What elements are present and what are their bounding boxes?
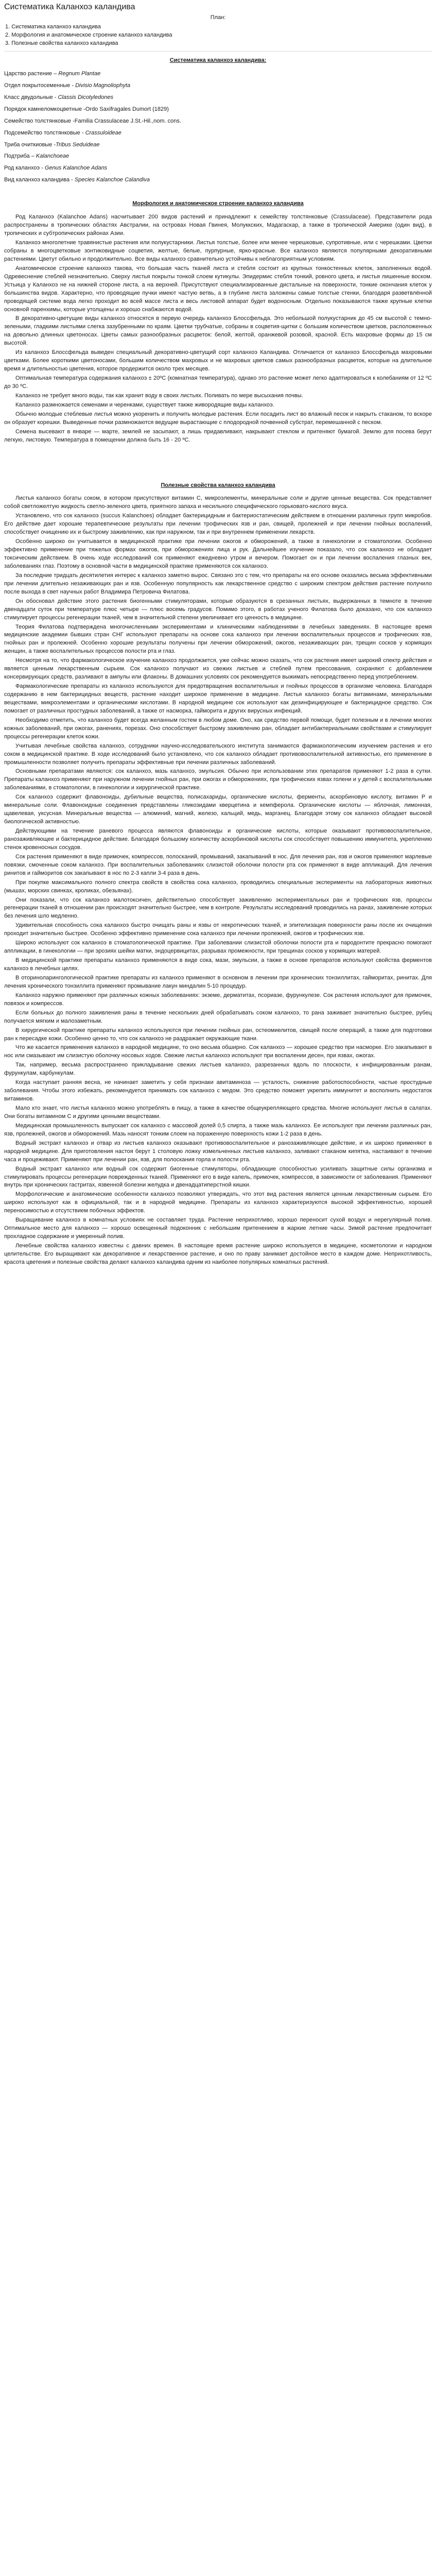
- paragraph: Выращивание каланхоэ в комнатных условиях не составляет труда. Растение неприхотливо, хорошо переносит сухой воздух и нерегулярный полив. Оптимальное место для каланхоэ — хорошо освещенный подоконник с небольшим притенением в жаркие летние часы. Зимой растение предпочитает прохладное содержание и умеренный полив.: [4, 1217, 432, 1240]
- taxonomy-latin-name: Divisio Magnoliophyta: [75, 82, 131, 89]
- paragraph: Когда наступает ранняя весна, не начинает заметить у себя признаки авитаминоза — усталость, снижение работоспособности, частые простудные заболевания. Чтобы этого избежать, рекомендуется принимать сок каланхоэ с медом. Это средство поможет укрепить иммунитет и восполнить недостаток витаминов.: [4, 1079, 432, 1103]
- paragraph: Водный экстракт каланхоэ или водный сок содержит биогенные стимуляторы, обладающие способностью усиливать защитные силы организма и стимулировать процессы регенерации поврежденных тканей. Применяют его в виде капель, примочек, компрессов, в зависимости от заболевания. Применяют внутрь при хронических гастритах, язвенной болезни желудка и двенадцатиперстной кишки.: [4, 1165, 432, 1189]
- taxonomy-label: Класс двудольные -: [4, 94, 57, 100]
- plan-item: 3. Полезные свойства каланхоэ каландива: [5, 40, 118, 46]
- paragraph: За последние тридцать десятилетия интерес к каланхоэ заметно вырос. Связано это с тем, что препараты на его основе оказались весьма эффективными при лечении длительно незаживающих ран и язв. Особенную популярность как лекарственное средство с широким спектром действия растение получило после выхода в свет научных работ Владимира Петровича Филатова.: [4, 572, 432, 595]
- taxonomy-row: [4, 106, 432, 114]
- paragraph: Учитывая лечебные свойства каланхоэ, сотрудники научно-исследовательского института занимаются фармакологическим изучением растения и его соком в медицинской практике. В ходе исследований было установлено, что сок каланхоэ обладает противовоспалительной активностью, его применение в промышленности позволяет получить препараты эффективные при лечении различных заболеваний.: [4, 742, 432, 766]
- paragraph: Теория Филатова подтверждена многочисленными экспериментами и клиническими наблюдениями в лечебных заведениях. В настоящее время медицинские академии бывших стран СНГ используют препараты на основе сока каланхоэ при лечении воспалительных процессов и трофических язв, гнойных ран и пролежней. Особенно хорошие результаты получены при лечении обморожений, ожогов, незаживающих ран, трещин сосков у кормящих женщин, а также воспалительных процессов полости рта и глаз.: [4, 623, 432, 655]
- taxonomy-row: [4, 70, 432, 78]
- paragraph: Морфологические и анатомические особенности каланхоэ позволяют утверждать, что этот вид растения является ценным лекарственным сырьем. Его широко используют как в официальной, так и в народной медицине. Препараты из каланхоэ характеризуются высокой эффективностью, хорошей переносимостью и отсутствием побочных эффектов.: [4, 1191, 432, 1214]
- divider: [4, 51, 432, 52]
- paragraph: Обычно молодые стеблевые листья можно укоренить и получить молодые растения. Если посадить лист во влажный песок и накрыть стаканом, то вскоре он образует корешки. Выведенные почки размножаются ведущие вырастающие с плодородной почвенной субстрат, перемешанной с песком.: [4, 411, 432, 426]
- taxonomy-label: Вид каланхоэ каландива -: [4, 177, 73, 183]
- plan-item: 2. Морфология и анатомическое строение каланхоэ каландива: [5, 32, 172, 39]
- paragraph: Установлено, что сок каланхоэ (succus Kalanchoes) обладает бактерицидным и бактериостатическим действием в отношении различных групп микробов. Его действие дает хорошие терапевтические результаты при лечении трофических язв и ран, свищей, пролежней и при лечении гнойных воспалений, способствует очищению их и быстрому заживлению, как при наружном, так и при внутреннем применении лекарств.: [4, 513, 432, 536]
- taxonomy-row: [4, 164, 432, 173]
- paragraph: Каланхоэ наружно применяют при различных кожных заболеваниях: экземе, дерматитах, псориазе, фурункулезе. Сок растения используют для примочек, повязок и компрессов.: [4, 992, 432, 1007]
- paragraph: Несмотря на то, что фармакологическое изучение каланхоэ продолжается, уже сейчас можно сказать, что сок растения имеет широкий спектр действия и является ценным лекарственным сырьем. Сок каланхоэ получают из свежих листьев и стеблей путем прессования, сохраняют с добавлением консервирующих средств, разливают в ампулы или флаконы. В домашних условиях сок рекомендуется выжимать непосредственно перед употреблением.: [4, 657, 432, 681]
- paragraph: В декоративно-цветущие виды каланхоэ относятся в первую очередь каланхоэ Блоссфельда. Это небольшой полукустарник до 45 см высотой с темно-зелеными, гладкими листьями слегка зазубренными по краям. Цветки трубчатые, собраны в соцветия-щитки с большим количеством цветков, расположенных на довольно длинных цветоносах. Цветы самых разнообразных расцветок: белой, желтой, оранжевой розовой, красной. Есть махровые формы до 15 см высотой.: [4, 315, 432, 347]
- plan-label: План:: [210, 14, 226, 21]
- paragraph: Семена высевают в январе — марте, землей не засыпают, а лишь придавливают, накрывают стеклом и притеняют бумагой. Землю для посева берут легкую, листовую. Температура в помещении должна быть 16 - 20 ºС.: [4, 428, 432, 443]
- taxonomy-latin-name: Kalanchoeae: [36, 153, 69, 160]
- paragraph: Анатомическое строение каланхоэ такова, что большая часть тканей листа и стебля состоит из крупных тонкостенных клеток, заполненных водой. Одревеснение стеблей незначительно. Сверху листья покрыты тонкой слоем кутикулы. Эпидермис стебля тонкий, ровного цвета, и листья лишенные воском. Устьица у Каланхоэ не на нижней стороне листа, а на верхней. Присутствуют специализированные дистальные на поверхности, тонкие окончания клеток у большинства видов. Характерно, что проводящие пучки имеют частую ветвь, а в глубине листа заложены самые толстые стенки, благодаря разветвлённой проводящей системе вода легко проходит во всей массе листа и весь листовой аппарат будет водоносным. Отдельно показываются также крупные клетки основной паренхимы, которые утолщены и хорошо снабжаются водой.: [4, 265, 432, 313]
- paragraph: Широко используют сок каланхоэ в стоматологической практике. При заболевании слизистой оболочки полости рта и пародонтите прекрасно помогают аппликации, в гинекологии — при эрозиях шейки матки, эндоцервицитах, разрывах промежности, при трещинах сосков у кормящих матерей.: [4, 940, 432, 955]
- paragraph: Фармакологические препараты из каланхоэ используются для предотвращения воспалительных и гнойных процессов в организме человека. Благодаря содержанию в нем бактерицидных веществ, растение находит широкое применение в медицине. Листья каланхоэ богаты витаминами, минеральными веществами, микроэлементами и органическими кислотами. В народной медицине сок используют как дезинфицирующее и бактерицидное средство. Сок помогает от различных простудных заболеваний, а также от насморка, гайморита и других вирусных инфекций.: [4, 683, 432, 714]
- taxonomy-latin-name: Genus Kalanchoe Adans: [44, 165, 108, 172]
- taxonomy-label: Отдел покрытосеменные -: [4, 82, 74, 89]
- paragraph: Основными препаратами являются: сок каланхоэ, мазь каланхоэ, эмульсия. Обычно при использовании этих препаратов применяют 1-2 раза в сутки. Препараты каланхоэ применяют при наружном лечении гнойных ран, при ожогах и обморожениях, при трофических язвах голени и у детей с воспалительными заболеваниями, в стоматологии, в гинекологии и хирургической практике.: [4, 768, 432, 791]
- paragraph: Сок растения применяют в виде примочек, компрессов, полосканий, промываний, закапываний в нос. Для лечения ран, язв и ожогов применяют марлевые повязки, смоченные соком каланхоэ. При воспалительных заболеваниях слизистой оболочки полости рта сок применяют в виде аппликаций. Для лечения ринитов и гайморитов сок закапывают в нос по 2-3 капли 3-4 раза в день.: [4, 853, 432, 876]
- paragraph: Каланхоэ размножается семенами и черенками, существует также живородящие виды каланхоэ.: [15, 401, 274, 408]
- paragraph: Сок каланхоэ содержит флавоноиды, дубильные вещества, полисахариды, органические кислоты, ферменты, аскорбиновую кислоту, витамин Р и минеральные соли. Флавоноидные соединения представлены гликозидами кверцетина и кемпферола. Органические кислоты — яблочная, лимонная, щавелевая, уксусная. Минеральные вещества — алюминий, магний, железо, кальций, медь, марганец. Благодаря этому сок каланхоэ обладает высокой биологической активностью.: [4, 794, 432, 825]
- taxonomy-row: [4, 141, 432, 149]
- taxonomy-row: [4, 94, 432, 102]
- properties-title: Полезные свойства каланхоэ каландива: [161, 482, 275, 488]
- paragraph: Водный экстракт каланхоэ и отвар из листьев каланхоэ оказывают противовоспалительное и ранозаживляющее действие, и их широко применяют в народной медицине. Для приготовления настоя берут 1 столовую ложку измельченных листьев каланхоэ, заливают стаканом кипятка, настаивают в течение часа и процеживают. Применяют при лечении ран, язв, для полоскания горла и полости рта.: [4, 1140, 432, 1163]
- paragraph: Действующими на течение раневого процесса являются флавоноиды и органические кислоты, которые оказывают противовоспалительное, ранозаживляющее и бактерицидное действие. Благодаря большому количеству аскорбиновой кислоты сок способствует повышению иммунитета, укреплению стенок кровеносных сосудов.: [4, 828, 432, 851]
- taxonomy-label: Триба очиткиовые: [4, 141, 53, 148]
- taxonomy-latin-name: Species Kalanchoe Calandiva: [74, 177, 150, 183]
- paragraph: Из каланхоэ Блоссфельда выведен специальный декоративно-цветущий сорт каланхоэ Каландива. Отличается от каланхоэ Блоссфельда махровыми цветками. Более короткими цветоносами, большим количеством махровых и не махровых цветков самых разнообразных расцветок, которые на длительное время и длительностью цветения, которое продержится около трех месяцев.: [4, 349, 432, 372]
- paragraph: Если больных до полного заживления раны в течение нескольких дней обрабатывать соком каланхоэ, то рана заживает значительно быстрее, рубец получается мягким и малозаметным.: [4, 1009, 432, 1024]
- paragraph: Что же касается применения каланхоэ в народной медицине, то оно весьма обширно. Сок каланхоэ — хорошее средство при насморке. Его закапывают в нос или смазывают им слизистую оболочку носовых ходов. Свежие листья каланхоэ используют при воспалении десен, при язвах, ожогах.: [4, 1044, 432, 1059]
- paragraph: Удивительная способность сока каланхоэ быстро очищать раны и язвы от некротических тканей, и эпителизация поверхности раны после их очищения проходит значительно быстрее. Особенно эффективно применение сока каланхоэ при лечении пролежней, ожогов и трофических язв.: [4, 922, 432, 937]
- document-page: [0, 0, 436, 1273]
- taxonomy-latin-name: Crassuloideae: [85, 129, 121, 136]
- taxonomy-row: [4, 82, 432, 90]
- plan-list: [4, 23, 432, 48]
- taxonomy-label: Царство растение –: [4, 70, 57, 77]
- morphology-body: [4, 213, 432, 444]
- paragraph: Особенно широко он учитывается в медицинской практике при лечении ожогов и обморожений, а также в гинекологии и стоматологии. Особенно эффективно применение при тяжелых формах ожогов, при обморожениях лица и рук. Дальнейшее изучение показало, что сок каланхоэ не обладает токсическим действием. В очень ходе исследований сок применяют ежедневно утром и вечером. Помогает он и при лечении воспаления глазных век, заболеваниях глаз. Поэтому в основной части в медицинской практике применяются сок каланхоэ.: [4, 538, 432, 569]
- taxonomy-label: Подтриба –: [4, 153, 34, 160]
- paragraph: При покупке максимального полного спектра свойств в свойства сока каланхоэ, проводились специальные эксперименты на лабораторных животных (мышах, морских свинках, кроликах, обезьянах).: [4, 879, 432, 894]
- paragraph: В хирургической практике препараты каланхоэ используются при лечении гнойных ран, остеомиелитов, свищей после операций, а также для подготовки ран к пересадке кожи. Особенно ценно то, что сок каланхоэ не раздражает окружающие ткани.: [4, 1027, 432, 1042]
- paragraph: Каланхоэ не требует много воды, так как хранит воду в своих листьях. Поливать по мере высыхания почвы.: [15, 392, 303, 399]
- taxonomy-row: [4, 129, 432, 138]
- paragraph: Необходимо отметить, что каланхоэ будет всегда желанным гостем в любом доме. Оно, как средство первой помощи, будет полезным и в лечении многих кожных заболеваний, при ожогах, ранениях, порезах. Оно способствует быстрому заживлению ран, обладает антибактериальными свойствами и стимулирует процессы регенерации клеток кожи.: [4, 717, 432, 740]
- morphology-title: Морфология и анатомическое строение каланхоэ каландива: [132, 200, 304, 207]
- paragraph: Они показали, что сок каланхоэ малотоксичен, действительно способствует заживлению экспериментальных ран и трофических язв, процессы регенерации тканей в отношении ран происходят значительно быстрее, чем в контроле. Результаты исследований проводились на ранах, заживление которых без лечения шло медленно.: [4, 896, 432, 920]
- plan-item: 1. Систематика каланхоэ каландива: [5, 24, 101, 30]
- taxonomy-label: Род каланхоэ -: [4, 165, 43, 172]
- taxonomy-row: [4, 117, 432, 126]
- paragraph: Мало кто знает, что листья каланхоэ можно употреблять в пищу, а также в качестве общеукрепляющего средства. Многие используют листья в салатах. Они богаты витамином С и другими ценными веществами.: [4, 1105, 432, 1120]
- taxonomy-row: [4, 152, 432, 161]
- systematics-title: Систематика каланхоэ каландива:: [169, 57, 267, 63]
- paragraph: Каланхоэ многолетние травянистые растения или полукустарники. Листья толстые, более или менее черешковые, супротивные, или с черешками. Цветки собраны в многоцветковые зонтиковидные соцветия, желтые, белые, пурпурные, ярко-красные. Все каланхоэ являются популярными декоративными растениями. Цветут обильно и продолжительно. Все виды каланхоэ сравнительно устойчивы к неблагоприятным условиям.: [4, 240, 432, 262]
- paragraph: Листья каланхоэ богаты соком, в котором присутствуют витамин С, микроэлементы, минеральные соли и другие ценные вещества. Сок представляет собой светложелтую жидкость светло-зеленого цвета, приятного запаха и несильного специфического горьковато-кислого вкуса.: [4, 495, 432, 510]
- paragraph: Род Каланхоэ (Kalanchoe Adans) насчитывает 200 видов растений и принадлежит к семейству толстянковые (Crassulaceae). Представители рода распространены в тропических областях Австралии, на островах Новая Гвинея, Молуккских, Мадагаскар, а также в тропической Америке (один вид), в тропических и субтропических районах Азии.: [4, 214, 432, 237]
- taxonomy-row: [4, 176, 432, 184]
- taxonomy-latin-name: -Tribus Seduideae: [54, 141, 100, 148]
- taxonomy-label: Порядок камнеломкоцветные -Ordo Saxifragales Dumort (1829): [4, 106, 169, 112]
- paragraph: Оптимальная температура содержания каланхоэ ± 20ºС (комнатная температура), однако это растение может легко адаптироваться к колебаниям от 12 ºС до 30 ºС.: [4, 375, 432, 389]
- taxonomy-latin-name: Classis Dicotyledones: [58, 94, 114, 100]
- paragraph: Медицинская промышленность выпускает сок каланхоэ с массовой долей 0,5 спирта, а также мазь каланхоэ. Ее используют при лечении различных ран, язв, пролежней, ожогов и обморожений. Мазь наносят тонким слоем на пораженную поверхность кожи 1-2 раза в день.: [4, 1122, 432, 1137]
- properties-body: [4, 495, 432, 1266]
- paragraph: В медицинской практике препараты каланхоэ применяются в виде сока, мази, эмульсии, а также в основе препаратов используют свойства ферментов каланхоэ в лечебных целях.: [4, 957, 432, 972]
- document-title: Систематика Каланхоэ каландива: [4, 3, 135, 11]
- paragraph: В оториноларингологической практике препараты из каланхоэ применяют в основном в лечении при хронических тонзиллитах, гайморитах, ринитах. Для лечения хронического тонзиллита применяют промывание лакун миндалин 5-10 процедур.: [4, 974, 432, 989]
- paragraph: Он обосновал действие этого растения биогенными стимуляторами, которые образуются в срезанных листьях, выдержанных в темноте в течение двенадцати суток при температуре плюс четыре — плюс восемь градусов. Помимо этого, в работах ученого Филатова было доказано, что сок каланхоэ стимулирует процессы регенерации тканей, чем в значительной степени увеличивает его ценность в медицине.: [4, 598, 432, 621]
- paragraph: Так, например, весьма распространено прикладывание свежих листьев каланхоэ, разрезанных вдоль по плоскости, к инфицированным ранам, фурункулам, карбункулам.: [4, 1062, 432, 1077]
- taxonomy-list: [4, 70, 432, 184]
- taxonomy-latin-name: Regnum Plantae: [58, 70, 101, 77]
- taxonomy-label: Подсемейство толстянковые -: [4, 129, 84, 136]
- paragraph: Лечебные свойства каланхоэ известны с давних времен. В настоящее время растение широко используется в медицине, косметологии и народном целительстве. Его выращивают как декоративное и лекарственное растение, и оно по праву занимает достойное место в каждом доме. Неприхотливость, красота цветения и полезные свойства делают каланхоэ каландива одним из наиболее популярных комнатных растений.: [4, 1243, 432, 1265]
- taxonomy-label: Семейство толстянковые -Familia Crassulaceae J.St.-Hil.,nom. cons.: [4, 117, 181, 124]
